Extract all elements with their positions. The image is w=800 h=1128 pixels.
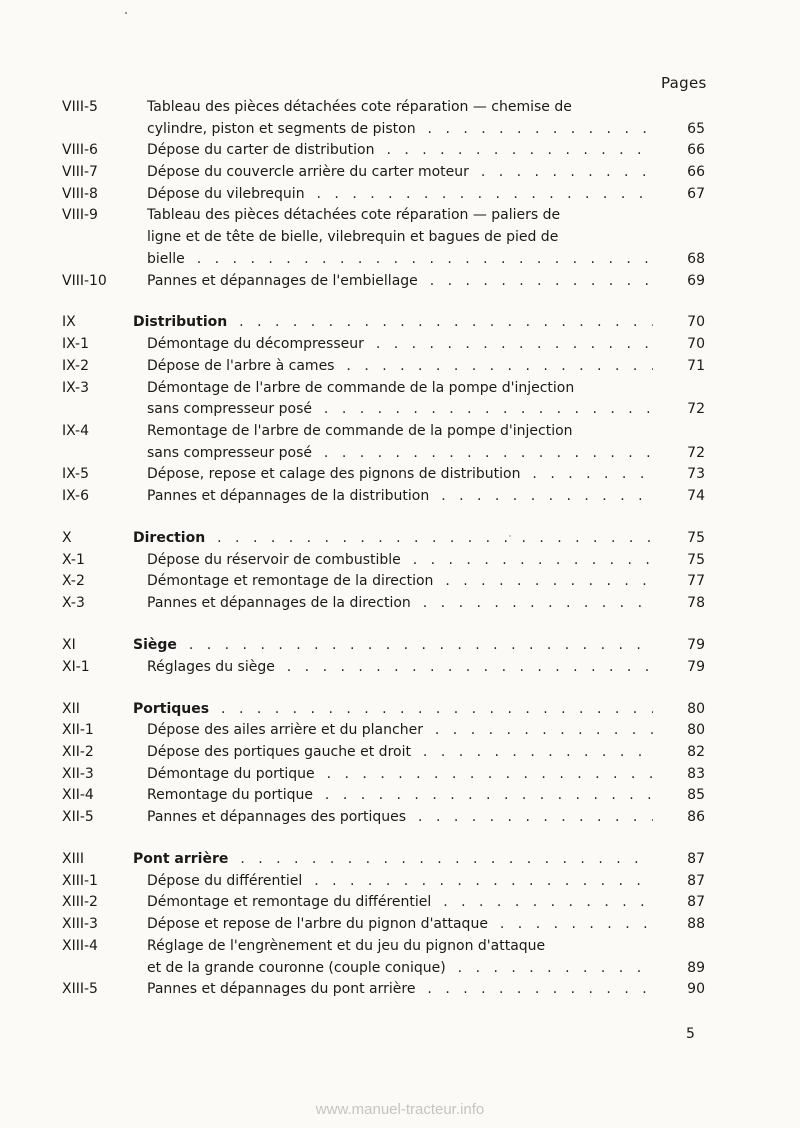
toc-entry-number: IX-4: [62, 422, 89, 439]
toc-entry-number: X-1: [62, 551, 85, 568]
toc-title-text: Siège: [133, 637, 180, 653]
toc-entry-number: VIII-6: [62, 142, 98, 159]
toc-entry-number: XII-4: [62, 787, 94, 804]
toc-entry-number: X: [62, 529, 72, 546]
toc-title-text: Démontage de l'arbre de commande de la pompe d'injection: [147, 380, 577, 396]
toc-row: [0, 979, 800, 1001]
toc-row: [0, 785, 800, 807]
toc-entry-number: XIII-3: [62, 916, 98, 933]
toc-entry-title: [147, 486, 653, 508]
toc-entry-title: [147, 119, 653, 141]
toc-page-number: 85: [687, 787, 705, 804]
toc-title-text: Dépose, repose et calage des pignons de distribution: [147, 466, 523, 482]
toc-entry-title: [147, 227, 653, 249]
toc-row: [0, 184, 800, 206]
toc-entry-title: [147, 356, 653, 378]
toc-page-number: 75: [687, 529, 705, 546]
toc-title-text: bielle: [147, 251, 188, 267]
toc-entry-title: [147, 979, 653, 1001]
toc-entry-title: [147, 914, 653, 936]
toc-entry-title: [147, 807, 653, 829]
toc-page-number: 77: [687, 573, 705, 590]
toc-row: [0, 312, 800, 334]
toc-page-number: 78: [687, 595, 705, 612]
toc-page-number: 87: [687, 851, 705, 868]
toc-title-text: Pannes et dépannages de la distribution: [147, 488, 432, 504]
toc-row: [0, 443, 800, 465]
toc-entry-title: [147, 958, 653, 980]
toc-title-text: Pannes et dépannages des portiques: [147, 809, 409, 825]
toc-entry-title: [147, 249, 653, 271]
toc-page-number: 83: [687, 765, 705, 782]
toc-entry-number: XIII-5: [62, 981, 98, 998]
toc-row: [0, 635, 800, 657]
toc-row: [0, 550, 800, 572]
pages-column-header: Pages: [661, 74, 707, 92]
toc-title-text: Distribution: [133, 314, 230, 330]
toc-entry-title: [147, 162, 653, 184]
toc-entry-title: [147, 785, 653, 807]
toc-entry-number: VIII-7: [62, 164, 98, 181]
toc-entry-number: X-2: [62, 573, 85, 590]
toc-title-text: Dépose de l'arbre à cames: [147, 358, 337, 374]
toc-entry-number: XIII: [62, 851, 84, 868]
toc-entry-title: [147, 892, 653, 914]
toc-row: [0, 378, 800, 400]
toc-entry-title: [147, 399, 653, 421]
paper-speck: [125, 12, 127, 14]
toc-row: [0, 227, 800, 249]
toc-page-number: 87: [687, 872, 705, 889]
toc-entry-title: [147, 205, 653, 227]
toc-row: [0, 807, 800, 829]
toc-row: [0, 657, 800, 679]
toc-row: [0, 356, 800, 378]
toc-entry-title: [147, 550, 653, 572]
toc-title-text: Réglage de l'engrènement et du jeu du pignon d'attaque: [147, 938, 548, 954]
toc-title-text: Réglages du siège: [147, 659, 278, 675]
toc-page-number: 72: [687, 444, 705, 461]
toc-entry-title: [147, 271, 653, 293]
toc-row: [0, 936, 800, 958]
toc-row: [0, 486, 800, 508]
toc-entry-number: XIII-4: [62, 937, 98, 954]
toc-section-title: [133, 699, 653, 721]
toc-row: [0, 334, 800, 356]
toc-page-number: 73: [687, 466, 705, 483]
toc-row: [0, 914, 800, 936]
toc-page-number: 79: [687, 658, 705, 675]
toc-row: [0, 528, 800, 550]
toc-page-number: 75: [687, 551, 705, 568]
toc-page-number: 70: [687, 336, 705, 353]
toc-entry-title: [147, 593, 653, 615]
toc-title-text: Dépose du réservoir de combustible: [147, 552, 404, 568]
toc-row: [0, 742, 800, 764]
toc-entry-number: XIII-1: [62, 872, 98, 889]
toc-page-number: 67: [687, 185, 705, 202]
toc-row: [0, 593, 800, 615]
toc-row: [0, 421, 800, 443]
toc-page-number: 87: [687, 894, 705, 911]
table-of-contents: [0, 97, 800, 1001]
toc-entry-number: IX-5: [62, 466, 89, 483]
toc-title-text: Pannes et dépannages du pont arrière: [147, 981, 418, 997]
toc-entry-number: IX-6: [62, 487, 89, 504]
toc-entry-number: VIII-10: [62, 272, 107, 289]
toc-entry-number: VIII-9: [62, 207, 98, 224]
toc-title-text: Démontage et remontage de la direction: [147, 573, 436, 589]
toc-entry-title: [147, 936, 653, 958]
toc-row: [0, 205, 800, 227]
toc-page-number: 88: [687, 916, 705, 933]
toc-row: [0, 849, 800, 871]
toc-title-text: Tableau des pièces détachées cote réparation — chemise de: [147, 99, 575, 115]
toc-title-text: Pannes et dépannages de la direction: [147, 595, 414, 611]
toc-entry-number: IX-1: [62, 336, 89, 353]
toc-page-number: 69: [687, 272, 705, 289]
toc-entry-number: X-3: [62, 595, 85, 612]
toc-entry-number: XII-1: [62, 722, 94, 739]
toc-entry-number: XII: [62, 700, 80, 717]
toc-page-number: 86: [687, 809, 705, 826]
toc-entry-number: XII-5: [62, 809, 94, 826]
toc-entry-number: IX-2: [62, 357, 89, 374]
toc-title-text: Démontage du décompresseur: [147, 336, 367, 352]
toc-row: [0, 140, 800, 162]
toc-section-title: [133, 849, 653, 871]
toc-title-text: Portiques: [133, 701, 212, 717]
toc-page-number: 72: [687, 401, 705, 418]
toc-page-number: 90: [687, 981, 705, 998]
toc-page-number: 70: [687, 314, 705, 331]
toc-title-text: Remontage du portique: [147, 787, 316, 803]
toc-entry-title: [147, 378, 653, 400]
toc-row: [0, 871, 800, 893]
toc-entry-title: [147, 184, 653, 206]
toc-row: [0, 271, 800, 293]
toc-entry-title: [147, 571, 653, 593]
toc-entry-title: [147, 140, 653, 162]
toc-entry-title: [147, 720, 653, 742]
toc-entry-number: IX-3: [62, 379, 89, 396]
toc-entry-number: XII-3: [62, 765, 94, 782]
toc-title-text: Dépose du différentiel: [147, 873, 305, 889]
toc-title-text: Dépose du couvercle arrière du carter moteur: [147, 164, 472, 180]
toc-entry-title: [147, 334, 653, 356]
toc-row: [0, 699, 800, 721]
toc-entry-number: VIII-5: [62, 99, 98, 115]
toc-entry-title: [147, 871, 653, 893]
toc-entry-title: [147, 443, 653, 465]
toc-title-text: Démontage du portique: [147, 766, 318, 782]
toc-entry-number: XI-1: [62, 658, 90, 675]
toc-title-text: et de la grande couronne (couple conique): [147, 960, 449, 976]
toc-row: [0, 720, 800, 742]
toc-page-number: 80: [687, 722, 705, 739]
toc-entry-number: VIII-8: [62, 185, 98, 202]
toc-entry-number: IX: [62, 314, 76, 331]
toc-page-number: 80: [687, 700, 705, 717]
toc-page-number: 89: [687, 959, 705, 976]
toc-row: [0, 119, 800, 141]
toc-title-text: sans compresseur posé: [147, 401, 315, 417]
toc-entry-number: XII-2: [62, 744, 94, 761]
toc-title-text: Pont arrière: [133, 851, 231, 867]
toc-page-number: 74: [687, 487, 705, 504]
toc-page-number: 79: [687, 637, 705, 654]
toc-row: [0, 571, 800, 593]
toc-row: [0, 958, 800, 980]
toc-title-text: Dépose des ailes arrière et du plancher: [147, 722, 426, 738]
toc-row: [0, 249, 800, 271]
toc-row: [0, 464, 800, 486]
toc-page-number: 66: [687, 142, 705, 159]
toc-section-title: [133, 635, 653, 657]
paper-speck: [509, 535, 511, 537]
toc-section-title: [133, 528, 653, 550]
toc-title-text: Dépose des portiques gauche et droit: [147, 744, 414, 760]
toc-entry-title: [147, 657, 653, 679]
toc-entry-title: [147, 97, 653, 119]
toc-page-number: 66: [687, 164, 705, 181]
page-number: 5: [686, 1026, 695, 1042]
toc-title-text: sans compresseur posé: [147, 445, 315, 461]
toc-entry-number: XI: [62, 637, 76, 654]
toc-title-text: Direction: [133, 530, 208, 546]
toc-row: [0, 97, 800, 119]
toc-title-text: Dépose du vilebrequin: [147, 186, 308, 202]
toc-title-text: Pannes et dépannages de l'embiellage: [147, 273, 421, 289]
toc-row: [0, 764, 800, 786]
toc-entry-title: [147, 742, 653, 764]
toc-page-number: 82: [687, 744, 705, 761]
toc-title-text: Tableau des pièces détachées cote réparation — paliers de: [147, 207, 563, 223]
toc-title-text: cylindre, piston et segments de piston: [147, 121, 419, 137]
toc-page-number: 65: [687, 120, 705, 137]
toc-title-text: Démontage et remontage du différentiel: [147, 894, 434, 910]
toc-row: [0, 162, 800, 184]
toc-entry-number: XIII-2: [62, 894, 98, 911]
toc-title-text: Dépose et repose de l'arbre du pignon d'attaque: [147, 916, 491, 932]
toc-title-text: Remontage de l'arbre de commande de la pompe d'injection: [147, 423, 576, 439]
toc-entry-title: [147, 421, 653, 443]
watermark: www.manuel-tracteur.info: [315, 1101, 485, 1118]
toc-entry-title: [147, 764, 653, 786]
toc-entry-title: [147, 464, 653, 486]
toc-row: [0, 892, 800, 914]
toc-page-number: 71: [687, 357, 705, 374]
toc-row: [0, 399, 800, 421]
toc-title-text: Dépose du carter de distribution: [147, 142, 378, 158]
toc-section-title: [133, 312, 653, 334]
toc-page-number: 68: [687, 250, 705, 267]
toc-title-text: ligne et de tête de bielle, vilebrequin et bagues de pied de: [147, 229, 561, 245]
